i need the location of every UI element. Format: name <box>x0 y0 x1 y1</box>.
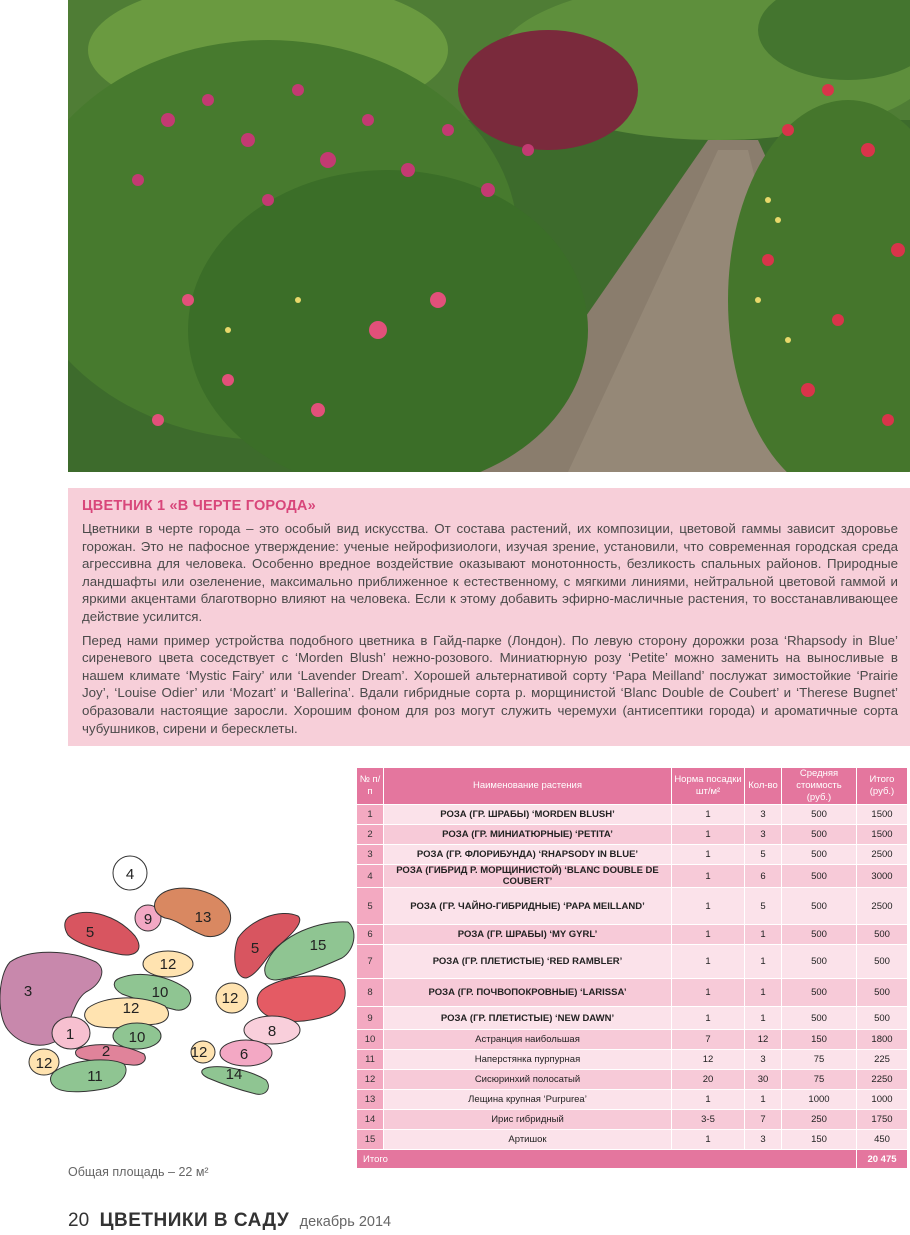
quantity: 5 <box>745 888 781 924</box>
row-number: 7 <box>357 945 383 978</box>
avg-price: 250 <box>782 1110 856 1129</box>
scheme-label-10a: 10 <box>151 984 169 1001</box>
quantity: 1 <box>745 1090 781 1109</box>
planting-norm: 20 <box>672 1070 744 1089</box>
scheme-label-8: 8 <box>267 1023 277 1040</box>
scheme-label-10b: 10 <box>128 1029 146 1046</box>
row-number: 9 <box>357 1007 383 1029</box>
plant-name: РОЗА (ГР. ЧАЙНО-ГИБРИДНЫЕ) ‘PAPA MEILLAND’ <box>384 888 671 924</box>
avg-price: 500 <box>782 925 856 944</box>
table-row <box>357 888 907 924</box>
row-number: 1 <box>357 805 383 824</box>
row-total: 3000 <box>857 865 907 887</box>
row-number: 2 <box>357 825 383 844</box>
planting-norm: 3-5 <box>672 1110 744 1129</box>
bed-red-large <box>257 976 345 1022</box>
table-total-row <box>357 1150 907 1168</box>
table-row <box>357 1110 907 1129</box>
planting-norm: 1 <box>672 945 744 978</box>
planting-norm: 1 <box>672 845 744 864</box>
table-row <box>357 845 907 864</box>
plant-name: Астранция наибольшая <box>384 1030 671 1049</box>
quantity: 30 <box>745 1070 781 1089</box>
plant-name: РОЗА (ГР. ПЛЕТИСТЫЕ) ‘NEW DAWN’ <box>384 1007 671 1029</box>
table-row <box>357 1007 907 1029</box>
planting-norm: 1 <box>672 979 744 1006</box>
table-row <box>357 865 907 887</box>
table-row <box>357 1070 907 1089</box>
row-number: 6 <box>357 925 383 944</box>
planting-norm: 1 <box>672 888 744 924</box>
table-row <box>357 945 907 978</box>
row-total: 2500 <box>857 845 907 864</box>
table-header-row <box>357 768 907 804</box>
avg-price: 150 <box>782 1130 856 1149</box>
plant-name: Лещина крупная ‘Purpurea’ <box>384 1090 671 1109</box>
table-row <box>357 925 907 944</box>
scheme-label-15: 15 <box>309 937 327 954</box>
plant-name: Ирис гибридный <box>384 1110 671 1129</box>
quantity: 7 <box>745 1110 781 1129</box>
scheme-label-12d: 12 <box>190 1044 208 1061</box>
quantity: 5 <box>745 845 781 864</box>
plant-name: РОЗА (ГР. ФЛОРИБУНДА) ‘RHAPSODY IN BLUE’ <box>384 845 671 864</box>
row-total: 1750 <box>857 1110 907 1129</box>
quantity: 6 <box>745 865 781 887</box>
scheme-label-1: 1 <box>65 1026 75 1043</box>
quantity: 3 <box>745 825 781 844</box>
garden-path-photo <box>68 0 910 472</box>
avg-price: 75 <box>782 1070 856 1089</box>
row-total: 2500 <box>857 888 907 924</box>
header-quantity: Кол-во <box>745 768 781 804</box>
row-number: 5 <box>357 888 383 924</box>
planting-norm: 1 <box>672 805 744 824</box>
table-row <box>357 805 907 824</box>
page-footer <box>68 1210 391 1234</box>
row-total: 500 <box>857 945 907 978</box>
row-total: 500 <box>857 979 907 1006</box>
plant-name: РОЗА (ГР. ПЛЕТИСТЫЕ) ‘RED RAMBLER’ <box>384 945 671 978</box>
planting-norm: 1 <box>672 1130 744 1149</box>
avg-price: 500 <box>782 845 856 864</box>
magazine-title: ЦВЕТНИКИ В САДУ <box>99 1210 290 1231</box>
quantity: 3 <box>745 805 781 824</box>
article-paragraph-1: Цветники в черте города – это особый вид искусства. От состава растений, их композиции, цветовой гаммы зависит здоровье горожан. Это не пафосное утверждение: ученые нейрофизиологи, изучая зрение, установили, что современная городская среда агрессивна для человека. Особенно вредное воздействие оказывают монотонность, безликость спальных районов. Природные ландшафты или озеленение, максимально приближенное к естественному, с мягкими линиями, нейтральной цветовой гаммой и яркими акцентами благотворно влияют на человека. Если к этому добавить эфирно-масличные растения, то восстанавливающее действие усилится. <box>82 521 898 624</box>
plant-name: Сисюринхий полосатый <box>384 1070 671 1089</box>
plant-name: РОЗА (ГР. ПОЧВОПОКРОВНЫЕ) ‘LARISSA’ <box>384 979 671 1006</box>
header-row-total: Итого (руб.) <box>857 768 907 804</box>
avg-price: 150 <box>782 1030 856 1049</box>
scheme-label-13: 13 <box>194 909 212 926</box>
planting-norm: 1 <box>672 925 744 944</box>
header-avg-price: Средняя стоимость (руб.) <box>782 768 856 804</box>
row-number: 12 <box>357 1070 383 1089</box>
quantity: 3 <box>745 1130 781 1149</box>
header-plant-name: Наименование растения <box>384 768 671 804</box>
quantity: 3 <box>745 1050 781 1069</box>
avg-price: 500 <box>782 979 856 1006</box>
bed-5a <box>65 913 139 956</box>
row-number: 8 <box>357 979 383 1006</box>
article-paragraph-2: Перед нами пример устройства подобного цветника в Гайд-парке (Лондон). По левую сторону дорожки роза ‘Rhapsody in Blue’ сиреневого цвета соседствует с ‘Morden Blush’ нежно-розового. Миниатюрную розу ‘Petite’ можно заменить на выносливые в нашем климате ‘Mystic Fairy’ или ‘Lavender Dream’. Хорошей альтернативой сорту ‘Papa Meilland’ послужат зимостойкие ‘Prairie Joy’, ‘Louise Odier’ или ‘Mozart’ и ‘Ballerina’. Вдали гибридные сорта р. морщинистой ‘Blanc Double de Coubert’ и ‘Therese Bugnet’ образовали настоящие заросли. Хорошим фоном для роз могут служить черемухи (антисептики города) и ароматичные сорта чубушников, сирени и бересклеты. <box>82 632 898 736</box>
avg-price: 500 <box>782 825 856 844</box>
row-number: 4 <box>357 865 383 887</box>
row-total: 500 <box>857 1007 907 1029</box>
row-total: 1500 <box>857 825 907 844</box>
row-total: 2250 <box>857 1070 907 1089</box>
article-box <box>68 488 910 746</box>
scheme-label-11: 11 <box>87 1068 103 1085</box>
avg-price: 500 <box>782 1007 856 1029</box>
issue-date: декабрь 2014 <box>299 1214 392 1230</box>
plant-name: Артишок <box>384 1130 671 1149</box>
plant-name: РОЗА (ГР. ШРАБЫ) ‘MY GYRL’ <box>384 925 671 944</box>
scheme-label-12b: 12 <box>221 990 239 1007</box>
row-number: 14 <box>357 1110 383 1129</box>
scheme-label-3: 3 <box>23 983 33 1000</box>
row-total: 1800 <box>857 1030 907 1049</box>
plant-name: РОЗА (ГР. ШРАБЫ) ‘MORDEN BLUSH’ <box>384 805 671 824</box>
scheme-label-4: 4 <box>125 866 135 883</box>
article-title: ЦВЕТНИК 1 «В ЧЕРТЕ ГОРОДА» <box>82 498 316 514</box>
row-total: 500 <box>857 925 907 944</box>
planting-norm: 12 <box>672 1050 744 1069</box>
row-total: 1000 <box>857 1090 907 1109</box>
table-row <box>357 1030 907 1049</box>
planting-norm: 1 <box>672 1007 744 1029</box>
row-number: 15 <box>357 1130 383 1149</box>
scheme-label-14: 14 <box>225 1066 243 1083</box>
table-row <box>357 979 907 1006</box>
scheme-label-6: 6 <box>239 1046 249 1063</box>
total-area-note: Общая площадь – 22 м² <box>68 1165 209 1179</box>
quantity: 1 <box>745 1007 781 1029</box>
quantity: 1 <box>745 925 781 944</box>
avg-price: 500 <box>782 888 856 924</box>
table-row <box>357 1050 907 1069</box>
scheme-label-5b: 5 <box>250 940 260 957</box>
row-total: 1500 <box>857 805 907 824</box>
row-number: 13 <box>357 1090 383 1109</box>
avg-price: 500 <box>782 865 856 887</box>
plants-table <box>356 767 908 1169</box>
row-number: 11 <box>357 1050 383 1069</box>
planting-norm: 1 <box>672 865 744 887</box>
row-number: 10 <box>357 1030 383 1049</box>
avg-price: 1000 <box>782 1090 856 1109</box>
table-row <box>357 1130 907 1149</box>
plant-name: Наперстянка пурпурная <box>384 1050 671 1069</box>
total-label: Итого <box>357 1150 856 1168</box>
row-number: 3 <box>357 845 383 864</box>
page-number: 20 <box>68 1210 90 1231</box>
bed-13 <box>155 888 231 936</box>
header-planting-norm: Норма посадки шт/м² <box>672 768 744 804</box>
row-total: 450 <box>857 1130 907 1149</box>
scheme-label-12e: 12 <box>35 1055 53 1072</box>
scheme-label-2: 2 <box>101 1043 111 1060</box>
avg-price: 75 <box>782 1050 856 1069</box>
plant-name: РОЗА (ГР. МИНИАТЮРНЫЕ) ‘PETITA’ <box>384 825 671 844</box>
quantity: 1 <box>745 945 781 978</box>
scheme-label-12a: 12 <box>159 956 177 973</box>
total-value: 20 475 <box>857 1150 907 1168</box>
planting-norm: 1 <box>672 1090 744 1109</box>
quantity: 1 <box>745 979 781 1006</box>
scheme-label-5a: 5 <box>85 924 95 941</box>
avg-price: 500 <box>782 805 856 824</box>
table-row <box>357 1090 907 1109</box>
header-number: № п/п <box>357 768 383 804</box>
table-row <box>357 825 907 844</box>
avg-price: 500 <box>782 945 856 978</box>
planting-norm: 1 <box>672 825 744 844</box>
scheme-label-12c: 12 <box>122 1000 140 1017</box>
scheme-label-9: 9 <box>143 911 153 928</box>
planting-scheme <box>0 850 356 1100</box>
planting-norm: 7 <box>672 1030 744 1049</box>
quantity: 12 <box>745 1030 781 1049</box>
plant-name: РОЗА (ГИБРИД Р. МОРЩИНИСТОЙ) ‘BLANC DOUBLE DE COUBERT’ <box>384 865 671 887</box>
row-total: 225 <box>857 1050 907 1069</box>
